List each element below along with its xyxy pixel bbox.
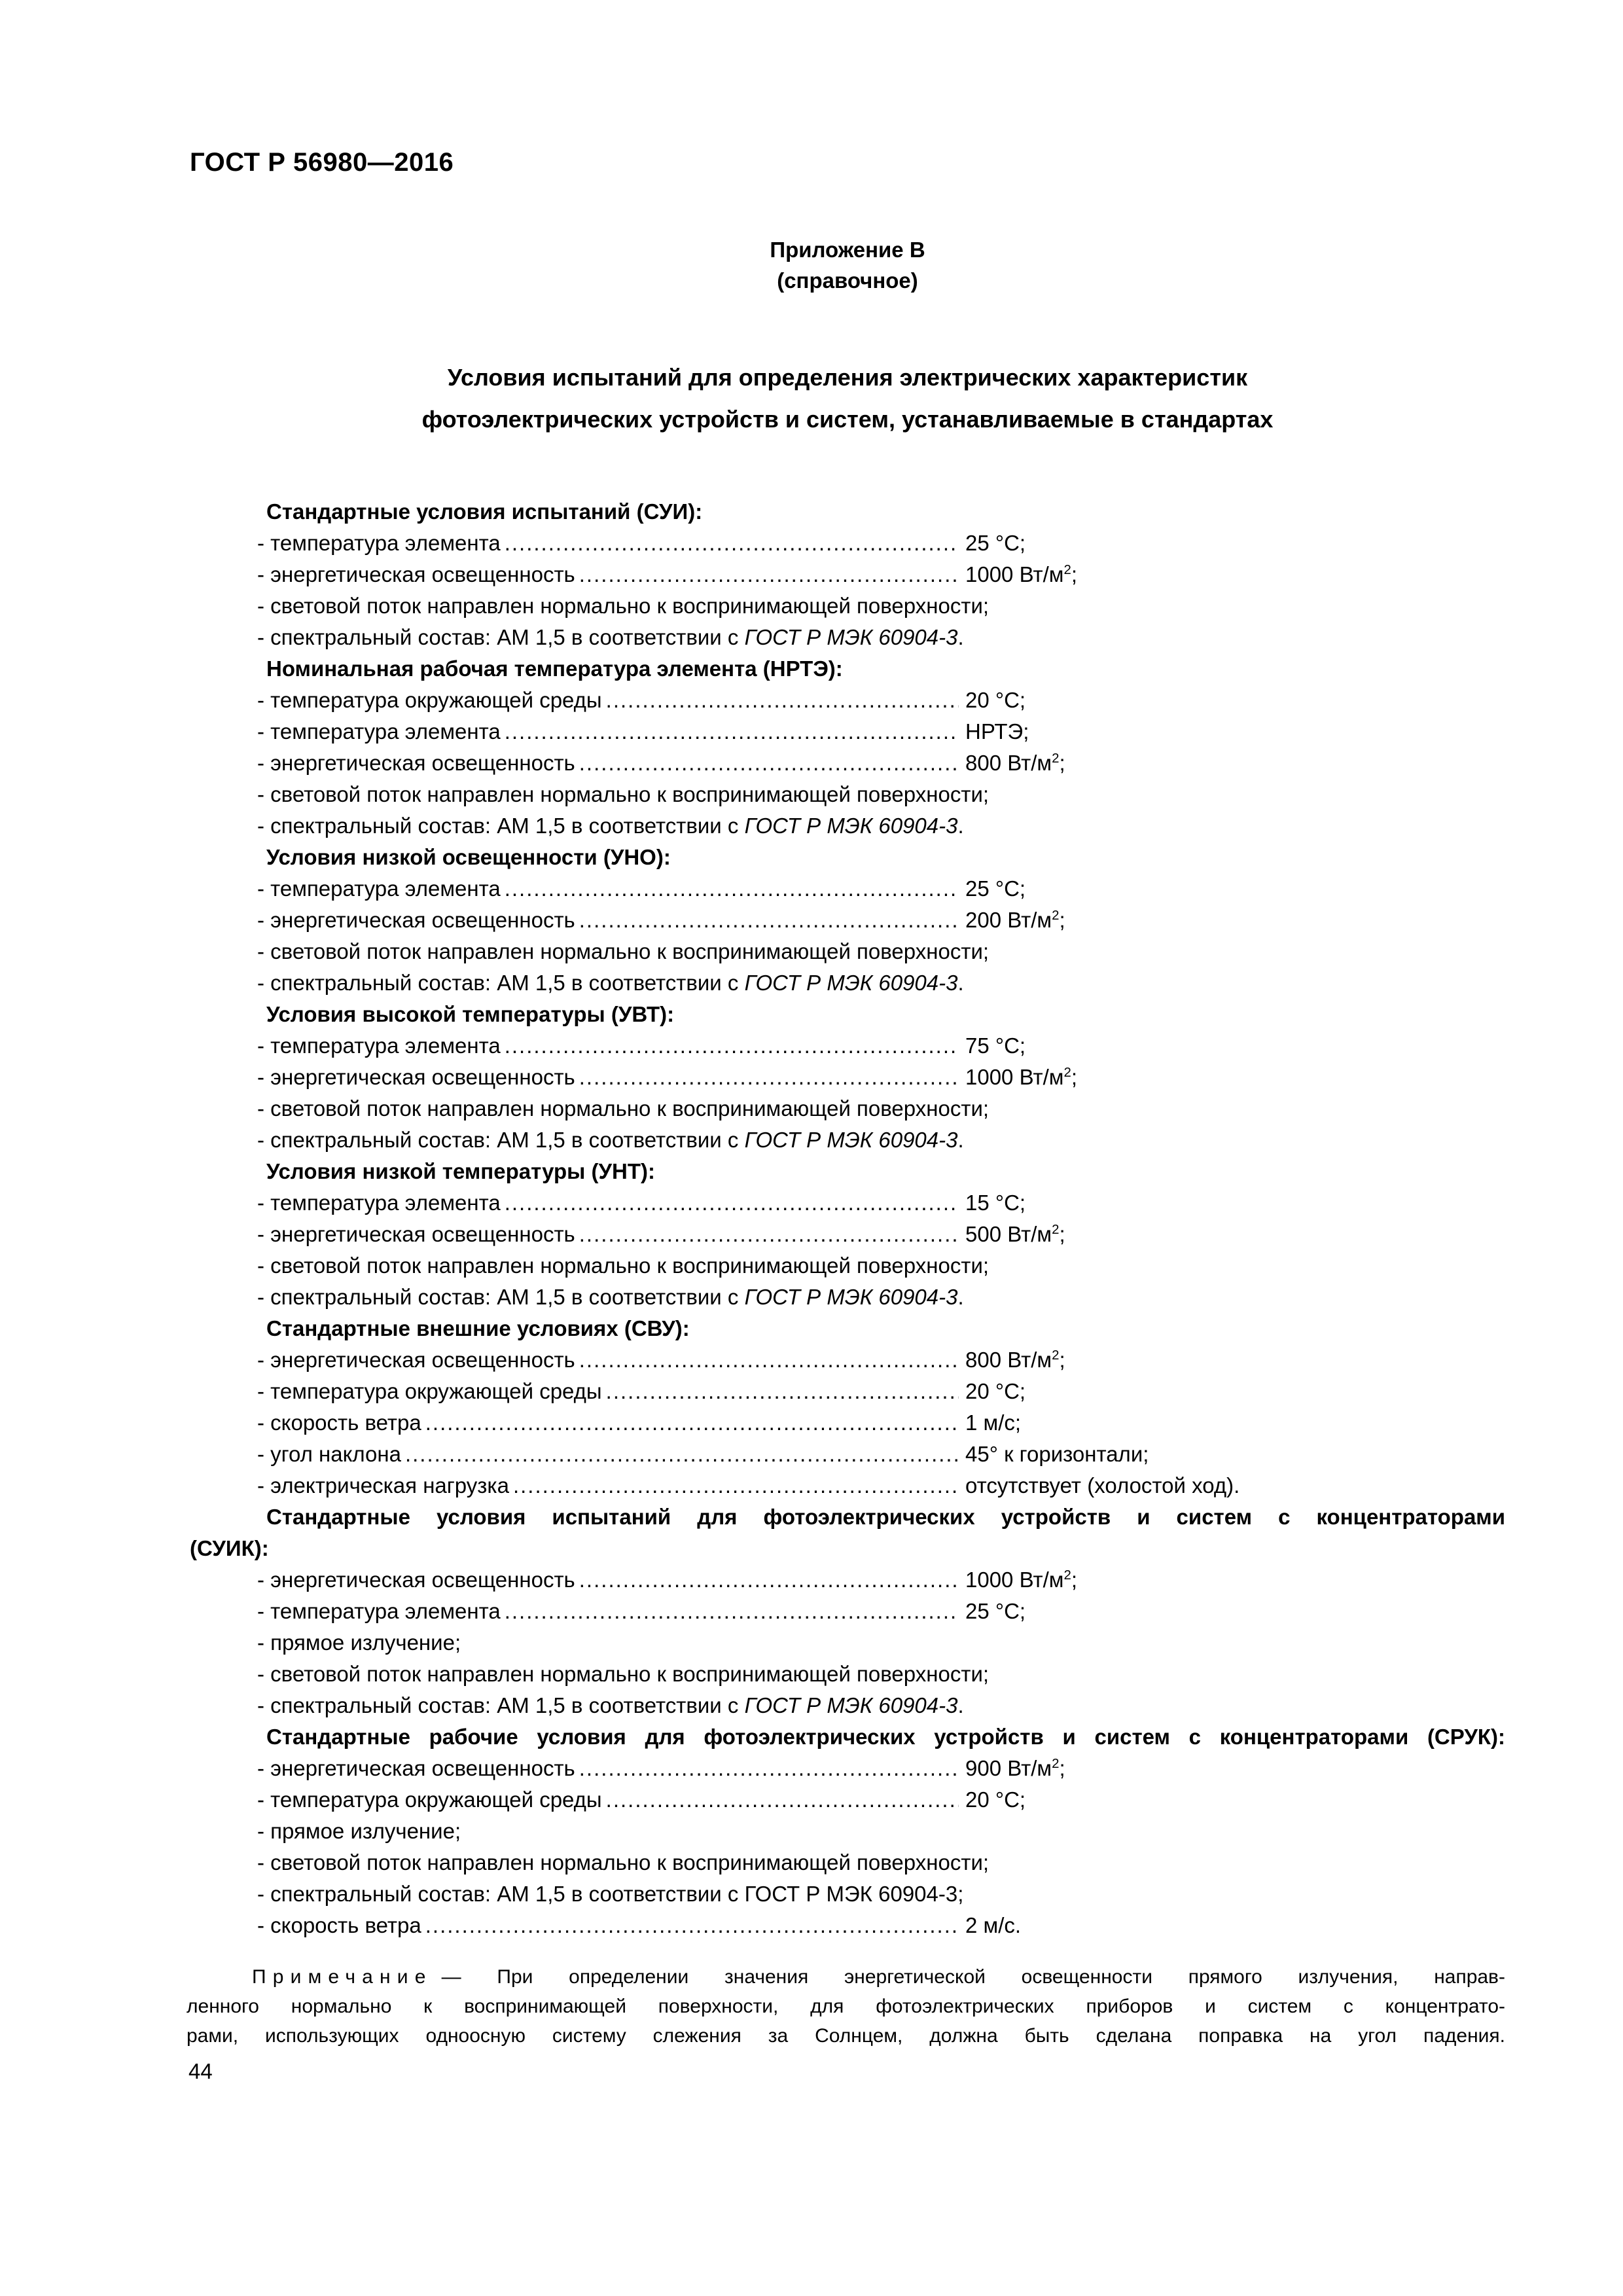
condition-text: - световой поток направлен нормально к воспринимающей поверхности; bbox=[257, 1662, 990, 1686]
superscript-2: 2 bbox=[1052, 751, 1060, 766]
dot-leader bbox=[505, 1030, 959, 1062]
page-number: 44 bbox=[188, 2059, 213, 2083]
dot-leader bbox=[505, 873, 959, 905]
section bbox=[257, 1721, 1505, 1941]
condition-label-cell bbox=[257, 1784, 959, 1816]
condition-label-cell bbox=[257, 1910, 959, 1941]
section bbox=[257, 1313, 1505, 1501]
dot-leader bbox=[579, 1753, 959, 1784]
section bbox=[257, 653, 1505, 842]
condition-value: 20 °C; bbox=[965, 1379, 1026, 1403]
condition-label-cell bbox=[257, 1376, 959, 1407]
dot-leader bbox=[505, 1596, 959, 1627]
condition-value: отсутствует (холостой ход). bbox=[965, 1473, 1240, 1498]
condition-text: - спектральный состав: АМ 1,5 в соответствии с bbox=[257, 971, 745, 995]
condition-row bbox=[257, 1910, 1505, 1941]
dot-leader bbox=[606, 1784, 959, 1816]
condition-label-cell bbox=[257, 1344, 959, 1376]
superscript-2: 2 bbox=[1063, 1065, 1071, 1080]
condition-row bbox=[257, 528, 1505, 559]
condition-label-cell bbox=[257, 559, 959, 590]
condition-text: - световой поток направлен нормально к воспринимающей поверхности; bbox=[257, 1253, 990, 1278]
condition-label-cell bbox=[257, 1564, 959, 1596]
condition-label: - температура элемента bbox=[257, 1033, 501, 1058]
condition-label-cell bbox=[257, 1062, 959, 1093]
section bbox=[190, 1501, 1505, 1721]
appendix-kind: (справочное) bbox=[777, 268, 918, 293]
condition-label: - скорость ветра bbox=[257, 1913, 421, 1937]
dot-leader bbox=[579, 1344, 959, 1376]
dot-leader bbox=[425, 1407, 959, 1439]
document-title-line: Условия испытаний для определения электрических характеристик bbox=[447, 364, 1248, 391]
section-title: Стандартные рабочие условия для фотоэлектрических устройств и систем с концентраторами (СРУК): bbox=[266, 1725, 1505, 1749]
condition-value: 800 $Вт/м^2$; bbox=[965, 1348, 1065, 1372]
condition-value: 15 °C; bbox=[965, 1191, 1026, 1215]
condition-label: - энергетическая освещенность bbox=[257, 562, 575, 586]
condition-text: - спектральный состав: АМ 1,5 в соответствии с bbox=[257, 1128, 745, 1152]
dot-leader bbox=[513, 1470, 959, 1501]
condition-label-cell bbox=[257, 1439, 959, 1470]
condition-text: . bbox=[957, 971, 964, 995]
dot-leader bbox=[405, 1439, 959, 1470]
condition-row bbox=[257, 716, 1505, 747]
condition-row bbox=[257, 1439, 1505, 1470]
condition-label: - температура элемента bbox=[257, 1599, 501, 1623]
condition-row bbox=[257, 1564, 1505, 1596]
dot-leader bbox=[579, 1062, 959, 1093]
condition-value: 200 $Вт/м^2$; bbox=[965, 908, 1065, 932]
condition-value: 20 °C; bbox=[965, 1787, 1026, 1812]
condition-row bbox=[257, 1878, 1505, 1910]
dot-leader bbox=[579, 1564, 959, 1596]
condition-row bbox=[257, 1344, 1505, 1376]
condition-row bbox=[257, 1690, 1505, 1721]
condition-text: - световой поток направлен нормально к воспринимающей поверхности; bbox=[257, 594, 990, 618]
section-title: Условия низкой освещенности (УНО): bbox=[266, 845, 671, 869]
superscript-2: 2 bbox=[1052, 1348, 1060, 1363]
dot-leader bbox=[425, 1910, 959, 1941]
condition-row bbox=[257, 873, 1505, 905]
section-title: Условия низкой температуры (УНТ): bbox=[266, 1159, 655, 1183]
condition-value: 900 $Вт/м^2$; bbox=[965, 1756, 1065, 1780]
condition-row bbox=[257, 559, 1505, 590]
section bbox=[257, 842, 1505, 999]
condition-row bbox=[257, 1030, 1505, 1062]
condition-label-cell bbox=[257, 1030, 959, 1062]
appendix-heading bbox=[190, 234, 1505, 296]
test-conditions-list bbox=[190, 496, 1505, 1941]
condition-value: 500 $Вт/м^2$; bbox=[965, 1222, 1065, 1246]
condition-label: - температура элемента bbox=[257, 719, 501, 744]
condition-label: - температура элемента bbox=[257, 1191, 501, 1215]
condition-text: - спектральный состав: АМ 1,5 в соответствии с bbox=[257, 1285, 745, 1309]
condition-row bbox=[257, 1784, 1505, 1816]
section bbox=[257, 496, 1505, 653]
condition-label: - температура окружающей среды bbox=[257, 1787, 602, 1812]
condition-text: . bbox=[957, 625, 964, 649]
condition-value: 1000 $Вт/м^2$; bbox=[965, 1065, 1078, 1089]
note-text: — При определении значения энергетической освещенности прямого излучения, направ- bbox=[441, 1966, 1505, 1988]
condition-value: НРТЭ; bbox=[965, 719, 1029, 744]
standard-ref: ГОСТ Р МЭК 60904-3 bbox=[744, 625, 958, 649]
condition-row bbox=[257, 1124, 1505, 1156]
dot-leader bbox=[606, 1376, 959, 1407]
condition-label-cell bbox=[257, 1753, 959, 1784]
condition-label-cell bbox=[257, 685, 959, 716]
dot-leader bbox=[505, 528, 959, 559]
condition-row bbox=[257, 1596, 1505, 1627]
condition-value: 25 °C; bbox=[965, 876, 1026, 901]
condition-text: - спектральный состав: АМ 1,5 в соответствии с bbox=[257, 1882, 745, 1906]
dot-leader bbox=[579, 559, 959, 590]
condition-label: - температура элемента bbox=[257, 876, 501, 901]
condition-row bbox=[257, 1187, 1505, 1219]
condition-value: 45° к горизонтали; bbox=[965, 1442, 1149, 1466]
superscript-2: 2 bbox=[1063, 562, 1071, 577]
condition-label: - энергетическая освещенность bbox=[257, 751, 575, 775]
condition-text: - спектральный состав: АМ 1,5 в соответствии с bbox=[257, 814, 745, 838]
condition-label-cell bbox=[257, 1219, 959, 1250]
doc-code: ГОСТ Р 56980—2016 bbox=[190, 148, 454, 177]
condition-text: - прямое излучение; bbox=[257, 1630, 461, 1655]
standard-ref: ГОСТ Р МЭК 60904-3 bbox=[744, 814, 958, 838]
condition-label: - энергетическая освещенность bbox=[257, 1065, 575, 1089]
superscript-2: 2 bbox=[1052, 908, 1060, 923]
condition-text: - световой поток направлен нормально к воспринимающей поверхности; bbox=[257, 1850, 990, 1874]
superscript-2: 2 bbox=[1052, 1222, 1060, 1237]
condition-row bbox=[257, 1062, 1505, 1093]
condition-row bbox=[257, 905, 1505, 936]
condition-row bbox=[257, 1282, 1505, 1313]
condition-row bbox=[257, 1376, 1505, 1407]
condition-value: 2 м/с. bbox=[965, 1913, 1022, 1937]
condition-label-cell bbox=[257, 747, 959, 779]
condition-label: - угол наклона bbox=[257, 1442, 401, 1466]
condition-label-cell bbox=[257, 1596, 959, 1627]
standard-ref: ГОСТ Р МЭК 60904-3 bbox=[744, 1882, 958, 1906]
section-title: Номинальная рабочая температура элемента (НРТЭ): bbox=[266, 656, 843, 681]
condition-value: 75 °C; bbox=[965, 1033, 1026, 1058]
condition-row bbox=[257, 1407, 1505, 1439]
section-title: Стандартные внешние условиях (СВУ): bbox=[266, 1316, 690, 1340]
standard-ref: ГОСТ Р МЭК 60904-3 bbox=[744, 1128, 958, 1152]
note-label: Примечание bbox=[252, 1966, 433, 1988]
condition-text: - спектральный состав: АМ 1,5 в соответствии с bbox=[257, 625, 745, 649]
document-title bbox=[190, 357, 1505, 440]
condition-text: - световой поток направлен нормально к воспринимающей поверхности; bbox=[257, 782, 990, 806]
condition-label: - температура элемента bbox=[257, 531, 501, 555]
condition-label-cell bbox=[257, 905, 959, 936]
condition-label: - энергетическая освещенность bbox=[257, 1348, 575, 1372]
condition-label-cell bbox=[257, 1407, 959, 1439]
section-title: (СУИК): bbox=[190, 1536, 269, 1560]
condition-row bbox=[257, 747, 1505, 779]
condition-label-cell bbox=[257, 1187, 959, 1219]
section-title: Стандартные условия испытаний для фотоэлектрических устройств и систем с концентраторами bbox=[266, 1505, 1505, 1529]
superscript-2: 2 bbox=[1052, 1756, 1060, 1771]
condition-label-cell bbox=[257, 716, 959, 747]
condition-row bbox=[257, 622, 1505, 653]
condition-value: 25 °C; bbox=[965, 1599, 1026, 1623]
section bbox=[257, 1156, 1505, 1313]
note bbox=[187, 1962, 1505, 2051]
condition-text: - световой поток направлен нормально к воспринимающей поверхности; bbox=[257, 939, 990, 963]
condition-row bbox=[257, 1219, 1505, 1250]
condition-value: 20 °C; bbox=[965, 688, 1026, 712]
condition-row bbox=[257, 1470, 1505, 1501]
standard-ref: ГОСТ Р МЭК 60904-3 bbox=[744, 971, 958, 995]
condition-text: . bbox=[957, 1128, 964, 1152]
condition-text: . bbox=[957, 814, 964, 838]
condition-label: - энергетическая освещенность bbox=[257, 1222, 575, 1246]
condition-label: - температура окружающей среды bbox=[257, 688, 602, 712]
section bbox=[257, 999, 1505, 1156]
note-line: рами, использующих одноосную систему слежения за Солнцем, должна быть сделана поправка на угол падения. bbox=[187, 2025, 1505, 2047]
condition-label: - электрическая нагрузка bbox=[257, 1473, 509, 1498]
note-line: ленного нормально к воспринимающей поверхности, для фотоэлектрических приборов и систем с концентрато- bbox=[187, 1996, 1505, 2017]
condition-label-cell bbox=[257, 1470, 959, 1501]
condition-text: . bbox=[957, 1693, 964, 1717]
condition-value: 25 °C; bbox=[965, 531, 1026, 555]
standard-ref: ГОСТ Р МЭК 60904-3 bbox=[744, 1285, 958, 1309]
dot-leader bbox=[505, 716, 959, 747]
condition-value: 800 $Вт/м^2$; bbox=[965, 751, 1065, 775]
condition-label-cell bbox=[257, 528, 959, 559]
condition-row bbox=[257, 810, 1505, 842]
dot-leader bbox=[579, 1219, 959, 1250]
dot-leader bbox=[505, 1187, 959, 1219]
dot-leader bbox=[579, 905, 959, 936]
condition-value: 1000 $Вт/м^2$; bbox=[965, 1568, 1078, 1592]
condition-text: . bbox=[957, 1285, 964, 1309]
condition-label: - энергетическая освещенность bbox=[257, 1756, 575, 1780]
section-title: Стандартные условия испытаний (СУИ): bbox=[266, 499, 703, 524]
dot-leader bbox=[579, 747, 959, 779]
dot-leader bbox=[606, 685, 959, 716]
condition-text: - спектральный состав: АМ 1,5 в соответствии с bbox=[257, 1693, 745, 1717]
condition-row bbox=[257, 1753, 1505, 1784]
condition-text: - световой поток направлен нормально к воспринимающей поверхности; bbox=[257, 1096, 990, 1121]
condition-label: - энергетическая освещенность bbox=[257, 908, 575, 932]
document-title-line: фотоэлектрических устройств и систем, устанавливаемые в стандартах bbox=[421, 406, 1274, 433]
condition-row bbox=[257, 967, 1505, 999]
condition-label-cell bbox=[257, 873, 959, 905]
condition-text: - прямое излучение; bbox=[257, 1819, 461, 1843]
condition-label: - температура окружающей среды bbox=[257, 1379, 602, 1403]
condition-label: - скорость ветра bbox=[257, 1410, 421, 1435]
superscript-2: 2 bbox=[1063, 1568, 1071, 1583]
section-title: Условия высокой температуры (УВТ): bbox=[266, 1002, 675, 1026]
appendix-name: Приложение В bbox=[770, 238, 925, 262]
condition-row bbox=[257, 685, 1505, 716]
condition-label: - энергетическая освещенность bbox=[257, 1568, 575, 1592]
condition-value: 1 м/с; bbox=[965, 1410, 1022, 1435]
standard-ref: ГОСТ Р МЭК 60904-3 bbox=[744, 1693, 958, 1717]
condition-text: ; bbox=[957, 1882, 964, 1906]
condition-value: 1000 $Вт/м^2$; bbox=[965, 562, 1078, 586]
note-line bbox=[187, 1962, 1505, 1992]
